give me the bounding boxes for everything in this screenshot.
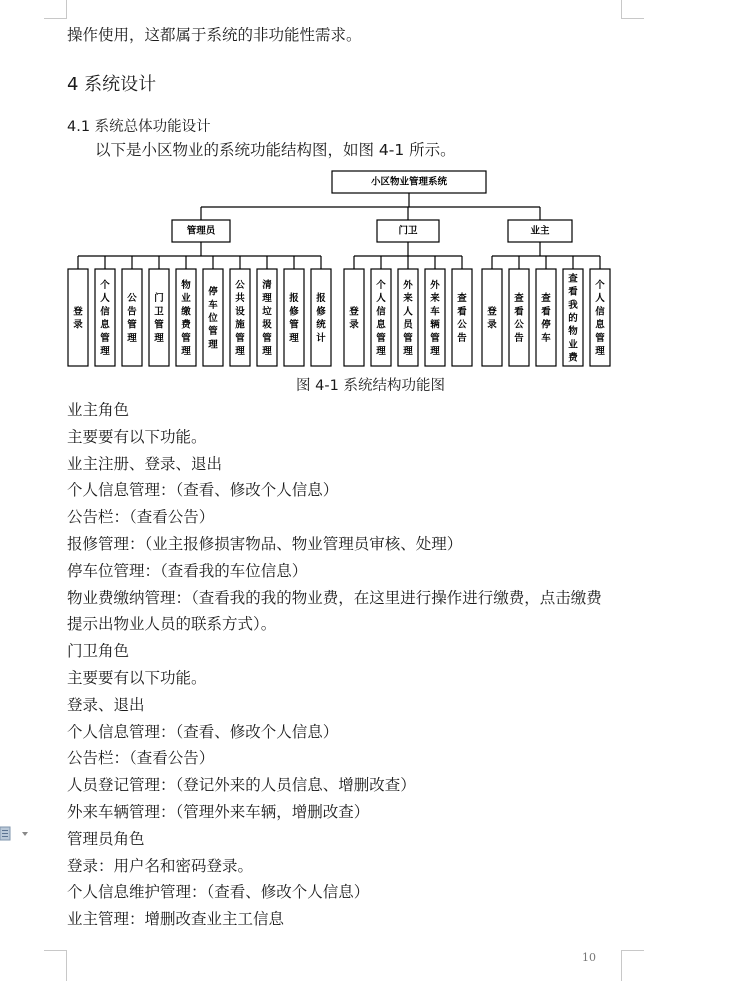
function-label: 个人信息管理 (595, 280, 605, 357)
body-line: 提示出物业人员的联系方式）。 (67, 615, 277, 634)
body-line: 公告栏：（查看公告） (67, 508, 215, 527)
body-line: 主要要有以下功能。 (67, 427, 207, 446)
body-line: 个人信息管理：（查看、修改个人信息） (67, 722, 339, 741)
body-line: 登录、退出 (67, 695, 145, 714)
function-label: 查看公告 (457, 293, 467, 344)
function-label: 登录 (487, 306, 497, 331)
body-line: 个人信息维护管理：（查看、修改个人信息） (67, 883, 370, 902)
function-box (284, 269, 304, 366)
function-label: 登录 (349, 306, 359, 331)
body-line: 个人信息管理：（查看、修改个人信息） (67, 481, 339, 500)
function-label: 登录 (73, 306, 83, 331)
function-label: 查看我的物业费 (568, 273, 578, 364)
role-label: 业主 (530, 225, 550, 237)
document-sidebar-icon[interactable] (0, 826, 32, 842)
body-line: 报修管理：（业主报修损害物品、物业管理员审核、处理） (67, 535, 463, 553)
function-label: 个人信息管理 (100, 280, 110, 357)
role-label: 门卫 (398, 225, 418, 237)
function-box (311, 269, 331, 366)
function-box (452, 269, 472, 366)
function-box (536, 269, 556, 366)
function-box (509, 269, 529, 366)
function-label: 查看停车 (541, 293, 551, 344)
figure-caption: 图 4-1 系统结构功能图 (296, 378, 445, 394)
function-label: 报修统计 (316, 293, 326, 344)
function-box (344, 269, 364, 366)
system-structure-diagram (0, 165, 741, 370)
top-line: 操作使用，这都属于系统的非功能性需求。 (67, 26, 362, 44)
function-label: 外来人员管理 (403, 280, 413, 357)
function-label: 物业缴费管理 (181, 280, 191, 357)
body-line: 外来车辆管理：（管理外来车辆，增删改查） (67, 803, 370, 821)
subsection-heading: 4.1 系统总体功能设计 (67, 119, 211, 135)
body-line: 停车位管理：（查看我的车位信息） (67, 561, 308, 580)
crop-mark-top-left (44, 0, 67, 19)
function-label: 门卫管理 (154, 293, 164, 344)
function-label: 个人信息管理 (376, 280, 386, 357)
function-label: 报修管理 (289, 293, 299, 344)
body-line: 管理员角色 (67, 829, 145, 848)
body-line: 业主管理：增删改查业主工信息 (67, 910, 285, 929)
function-box (68, 269, 88, 366)
body-line: 物业费缴纳管理：（查看我的我的物业费，在这里进行操作进行缴费，点击缴费 (67, 588, 602, 607)
function-label: 公告管理 (127, 293, 137, 344)
function-label: 停车位管理 (208, 286, 218, 351)
role-label: 管理员 (186, 225, 216, 237)
function-label: 清理垃圾管理 (262, 280, 272, 357)
body-line: 登录：用户名和密码登录。 (67, 856, 254, 875)
body-line: 公告栏：（查看公告） (67, 749, 215, 768)
crop-mark-bottom-right (621, 950, 644, 981)
page-number: 10 (582, 951, 596, 964)
root-label: 小区物业管理系统 (370, 176, 448, 188)
function-label: 公共设施管理 (235, 280, 245, 357)
body-line: 人员登记管理：（登记外来的人员信息、增删改查） (67, 776, 416, 795)
body-line: 业主注册、登录、退出 (67, 454, 223, 473)
body-line: 主要要有以下功能。 (67, 669, 207, 687)
crop-mark-bottom-left (44, 950, 67, 981)
section-heading: 4 系统设计 (67, 74, 157, 95)
body-line: 门卫角色 (67, 642, 130, 661)
function-box (122, 269, 142, 366)
function-box (149, 269, 169, 366)
intro-paragraph: 以下是小区物业的系统功能结构图，如图 4-1 所示。 (95, 141, 456, 159)
function-label: 外来车辆管理 (430, 280, 440, 357)
function-label: 查看公告 (514, 293, 524, 344)
crop-mark-top-right (621, 0, 644, 19)
body-line: 业主角色 (67, 401, 130, 419)
function-box (482, 269, 502, 366)
